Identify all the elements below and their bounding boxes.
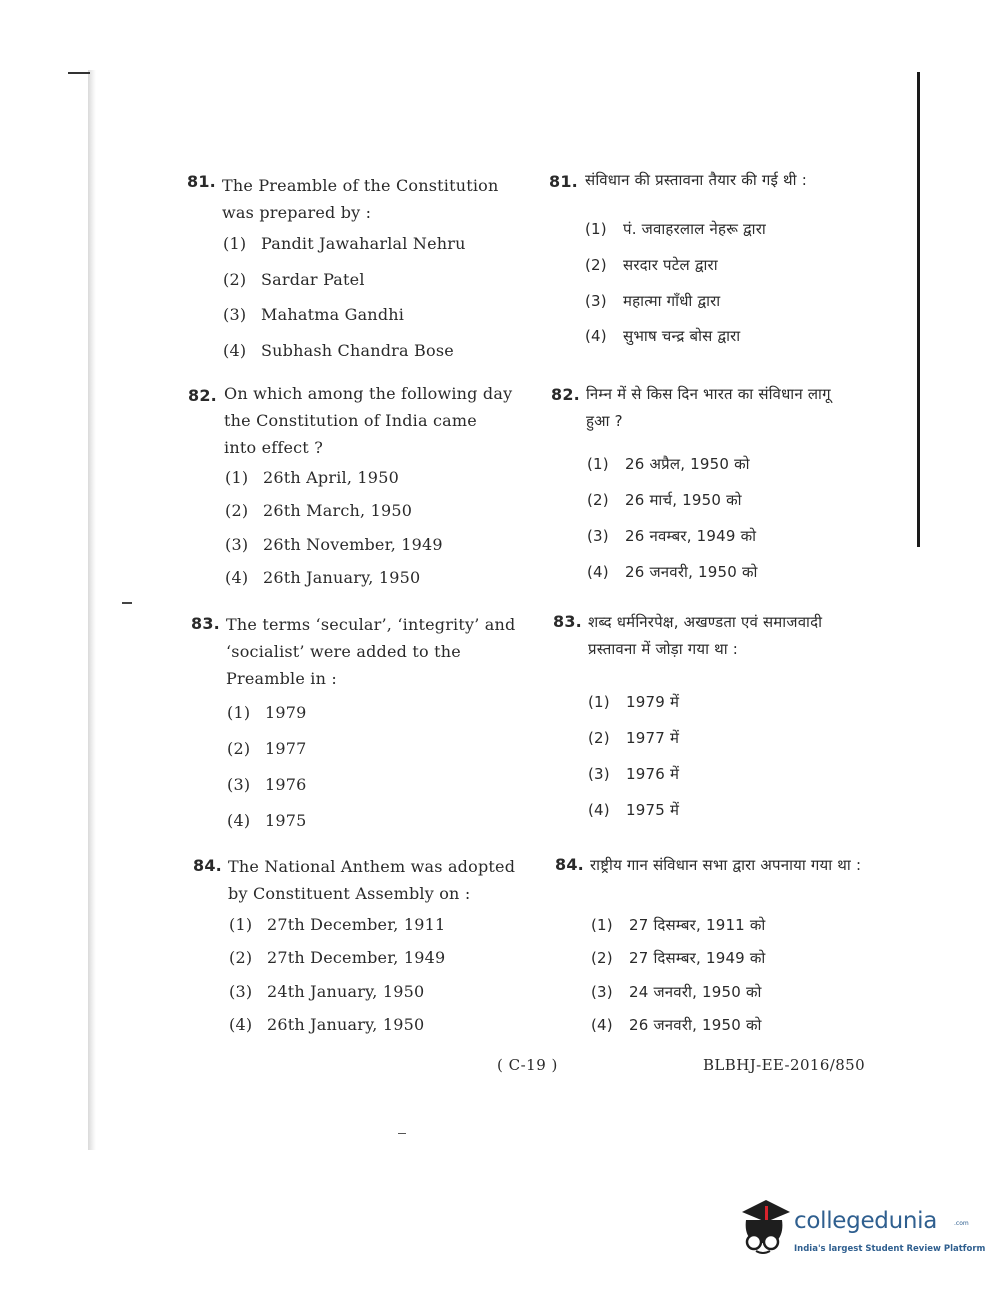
option-4: (4) 26 जनवरी, 1950 को	[587, 563, 758, 581]
collegedunia-logo	[736, 1196, 986, 1268]
option-4: (4) 1975	[227, 811, 307, 830]
question-number: 84.	[555, 855, 584, 874]
paper-id: BLBHJ-EE-2016/850	[703, 1056, 866, 1074]
option-4: (4) सुभाष चन्द्र बोस द्वारा	[585, 327, 741, 345]
option-4: (4) 26th January, 1950	[229, 1015, 425, 1034]
option-1: (1) 26th April, 1950	[225, 468, 399, 487]
question-text: The Preamble of the Constitution was prepared by :	[222, 176, 499, 222]
question-84-hindi	[555, 852, 875, 1042]
scan-mark-bottom	[398, 1133, 406, 1134]
option-1: (1) पं. जवाहरलाल नेहरू द्वारा	[585, 220, 766, 238]
question-text: The terms ‘secular’, ‘integrity’ and ‘socialist’ were added to the Preamble in :	[226, 615, 516, 688]
question-text: राष्ट्रीय गान संविधान सभा द्वारा अपनाया गया था :	[590, 856, 862, 874]
option-2: (2) Sardar Patel	[223, 270, 365, 289]
scan-border-right	[917, 72, 920, 547]
question-number: 83.	[553, 612, 582, 631]
scan-mark-top-left	[68, 72, 90, 74]
option-3: (3) 1976 में	[588, 765, 680, 783]
option-2: (2) सरदार पटेल द्वारा	[585, 256, 718, 274]
option-3: (3) 24 जनवरी, 1950 को	[591, 983, 762, 1001]
student-mascot-icon	[736, 1196, 792, 1256]
option-4: (4) 26 जनवरी, 1950 को	[591, 1016, 762, 1034]
logo-suffix: .com	[954, 1220, 969, 1227]
option-3: (3) 26th November, 1949	[225, 535, 443, 554]
logo-name: collegedunia	[794, 1208, 938, 1234]
option-4: (4) 26th January, 1950	[225, 568, 421, 587]
question-81-hindi	[549, 167, 869, 357]
question-text: निम्न में से किस दिन भारत का संविधान लागू हुआ ?	[586, 385, 831, 430]
question-81-english	[187, 172, 517, 372]
question-number: 81.	[549, 172, 578, 191]
question-82-hindi	[551, 381, 871, 591]
question-83-hindi	[553, 609, 873, 834]
question-number: 81.	[187, 172, 216, 191]
scan-mark-left	[122, 602, 132, 604]
option-2: (2) 27 दिसम्बर, 1949 को	[591, 949, 766, 967]
page-code: ( C-19 )	[497, 1056, 558, 1074]
option-3: (3) Mahatma Gandhi	[223, 305, 405, 324]
option-2: (2) 26 मार्च, 1950 को	[587, 491, 742, 509]
question-number: 82.	[188, 386, 217, 405]
question-text: शब्द धर्मनिरपेक्ष, अखण्डता एवं समाजवादी प्रस्तावना में जोड़ा गया था :	[588, 613, 823, 658]
option-2: (2) 1977	[227, 739, 307, 758]
option-1: (1) 27 दिसम्बर, 1911 को	[591, 916, 766, 934]
question-number: 82.	[551, 385, 580, 404]
question-text: The National Anthem was adopted by Constituent Assembly on :	[228, 857, 516, 903]
logo-tagline: India's largest Student Review Platform	[794, 1244, 986, 1254]
question-number: 83.	[191, 614, 220, 633]
option-2: (2) 1977 में	[588, 729, 680, 747]
question-84-english	[193, 853, 523, 1043]
option-1: (1) Pandit Jawaharlal Nehru	[223, 234, 466, 253]
option-4: (4) 1975 में	[588, 801, 680, 819]
option-1: (1) 1979	[227, 703, 307, 722]
option-3: (3) महात्मा गाँधी द्वारा	[585, 292, 721, 310]
option-1: (1) 26 अप्रैल, 1950 को	[587, 455, 750, 473]
question-number: 84.	[193, 856, 222, 875]
question-83-english	[191, 611, 521, 836]
option-1: (1) 1979 में	[588, 693, 680, 711]
question-82-english	[188, 380, 518, 590]
question-text: On which among the following day the Constitution of India came into effect ?	[224, 384, 513, 457]
option-2: (2) 26th March, 1950	[225, 501, 413, 520]
option-1: (1) 27th December, 1911	[229, 915, 446, 934]
option-2: (2) 27th December, 1949	[229, 948, 446, 967]
option-3: (3) 24th January, 1950	[229, 982, 425, 1001]
option-3: (3) 26 नवम्बर, 1949 को	[587, 527, 757, 545]
question-text: संविधान की प्रस्तावना तैयार की गई थी :	[585, 171, 807, 189]
option-3: (3) 1976	[227, 775, 307, 794]
scan-border-left	[88, 70, 96, 1150]
option-4: (4) Subhash Chandra Bose	[223, 341, 454, 360]
